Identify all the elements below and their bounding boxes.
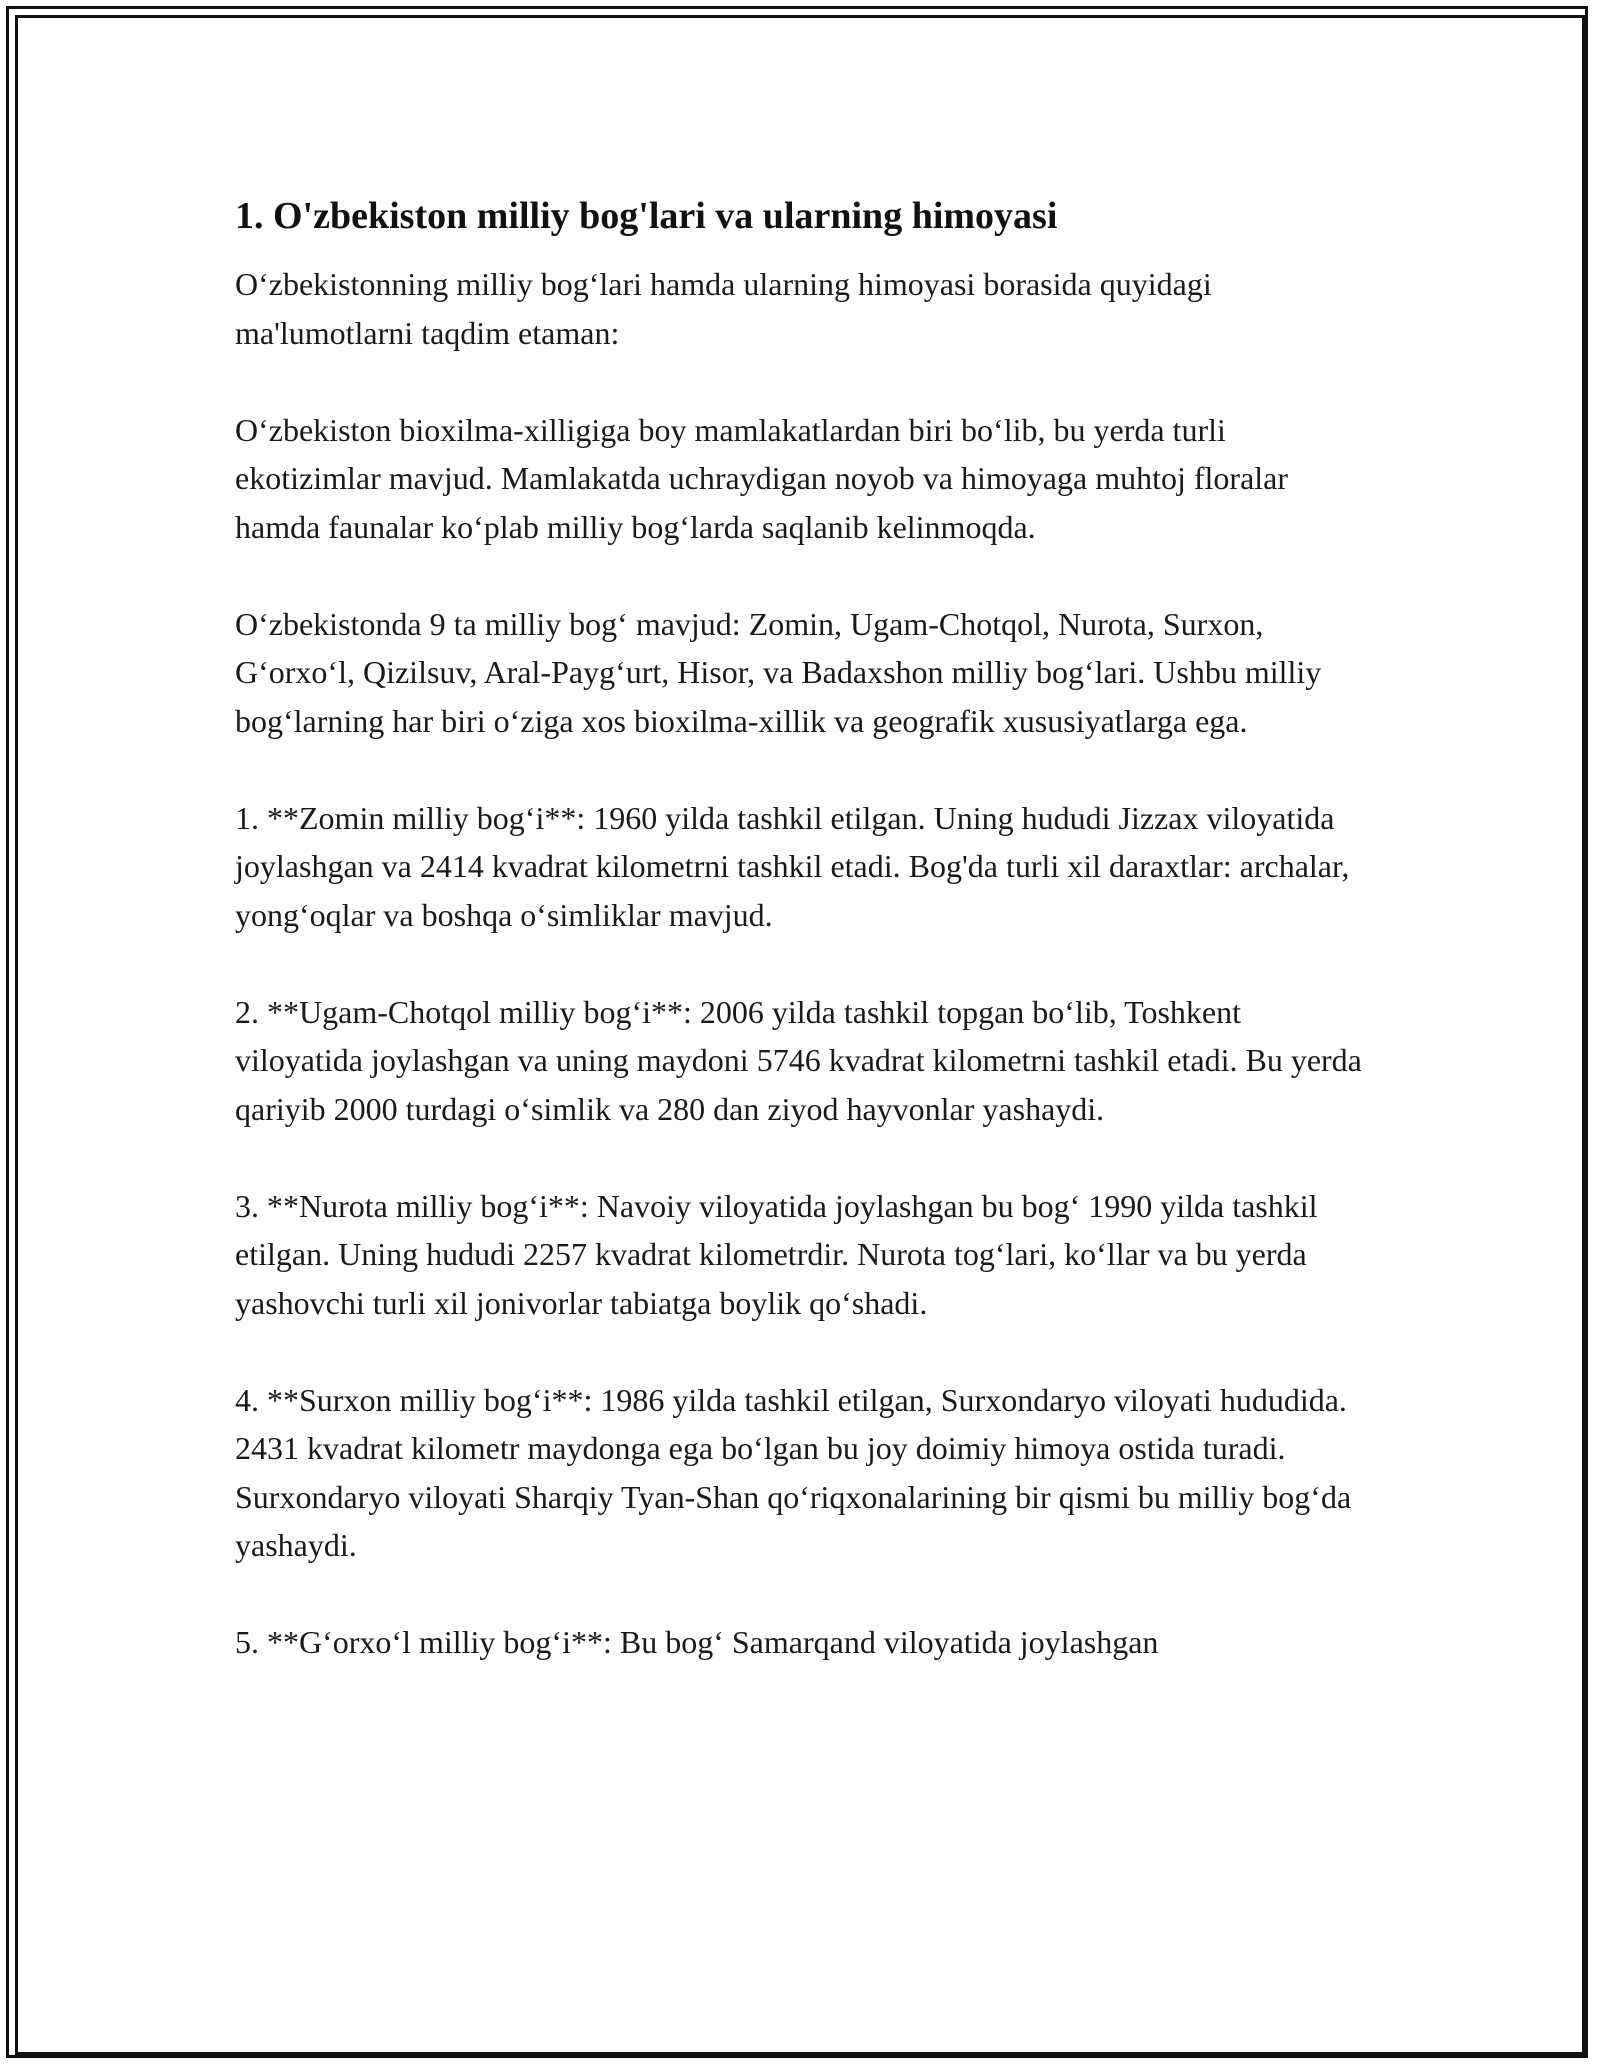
paragraph-nurota: 3. **Nurota milliy bog‘i**: Navoiy viloyatida joylashgan bu bog‘ 1990 yilda tashkil etilgan. Uning hududi 2257 kvadrat kilometrdir. Nurota tog‘lari, ko‘llar va bu yerda yashovchi turli xil jonivorlar tabiatga boylik qo‘shadi. [235, 1187, 1318, 1321]
paragraph-surxon: 4. **Surxon milliy bog‘i**: 1986 yilda tashkil etilgan, Surxondaryo viloyati hududida. 2431 kvadrat kilometr maydonga ega bo‘lgan bu joy doimiy himoya ostida turadi. Surxondaryo viloyati Sharqiy Tyan-Shan qo‘riqxonalarining bir qismi bu milliy bog‘da yashaydi. [235, 1381, 1352, 1563]
document-title: 1. O'zbekiston milliy bog'lari va ularning himoyasi [235, 195, 1058, 237]
paragraph-gorxol: 5. **G‘orxo‘l milliy bog‘i**: Bu bog‘ Samarqand viloyatida joylashgan [235, 1624, 1159, 1660]
paragraph-zomin: 1. **Zomin milliy bog‘i**: 1960 yilda tashkil etilgan. Uning hududi Jizzax viloyatida joylashgan va 2414 kvadrat kilometrni tashkil etadi. Bog'da turli xil daraxtlar: archalar, yong‘oqlar va boshqa o‘simliklar mavjud. [235, 799, 1350, 933]
paragraph-biodiversity: O‘zbekiston bioxilma-xilligiga boy mamlakatlardan biri bo‘lib, bu yerda turli ekotizimlar mavjud. Mamlakatda uchraydigan noyob va himoyaga muhtoj floralar hamda faunalar ko‘plab milliy bog‘larda saqlanib kelinmoqda. [235, 411, 1289, 545]
paragraph-ugam-chotqol: 2. **Ugam-Chotqol milliy bog‘i**: 2006 yilda tashkil topgan bo‘lib, Toshkent viloyatida joylashgan va uning maydoni 5746 kvadrat kilometrni tashkil etadi. Bu yerda qariyib 2000 turdagi o‘simlik va 280 dan ziyod hayvonlar yashaydi. [235, 993, 1362, 1127]
paragraph-park-list: O‘zbekistonda 9 ta milliy bog‘ mavjud: Zomin, Ugam-Chotqol, Nurota, Surxon, G‘orxo‘l, Qizilsuv, Aral-Payg‘urt, Hisor, va Badaxshon milliy bog‘lari. Ushbu milliy bog‘larning har biri o‘ziga xos bioxilma-xillik va geografik xususiyatlarga ega. [235, 605, 1322, 739]
paragraph-intro: O‘zbekistonning milliy bog‘lari hamda ularning himoyasi borasida quyidagi ma'lumotlarni taqdim etaman: [235, 266, 1212, 351]
document-body [235, 180, 1375, 1667]
